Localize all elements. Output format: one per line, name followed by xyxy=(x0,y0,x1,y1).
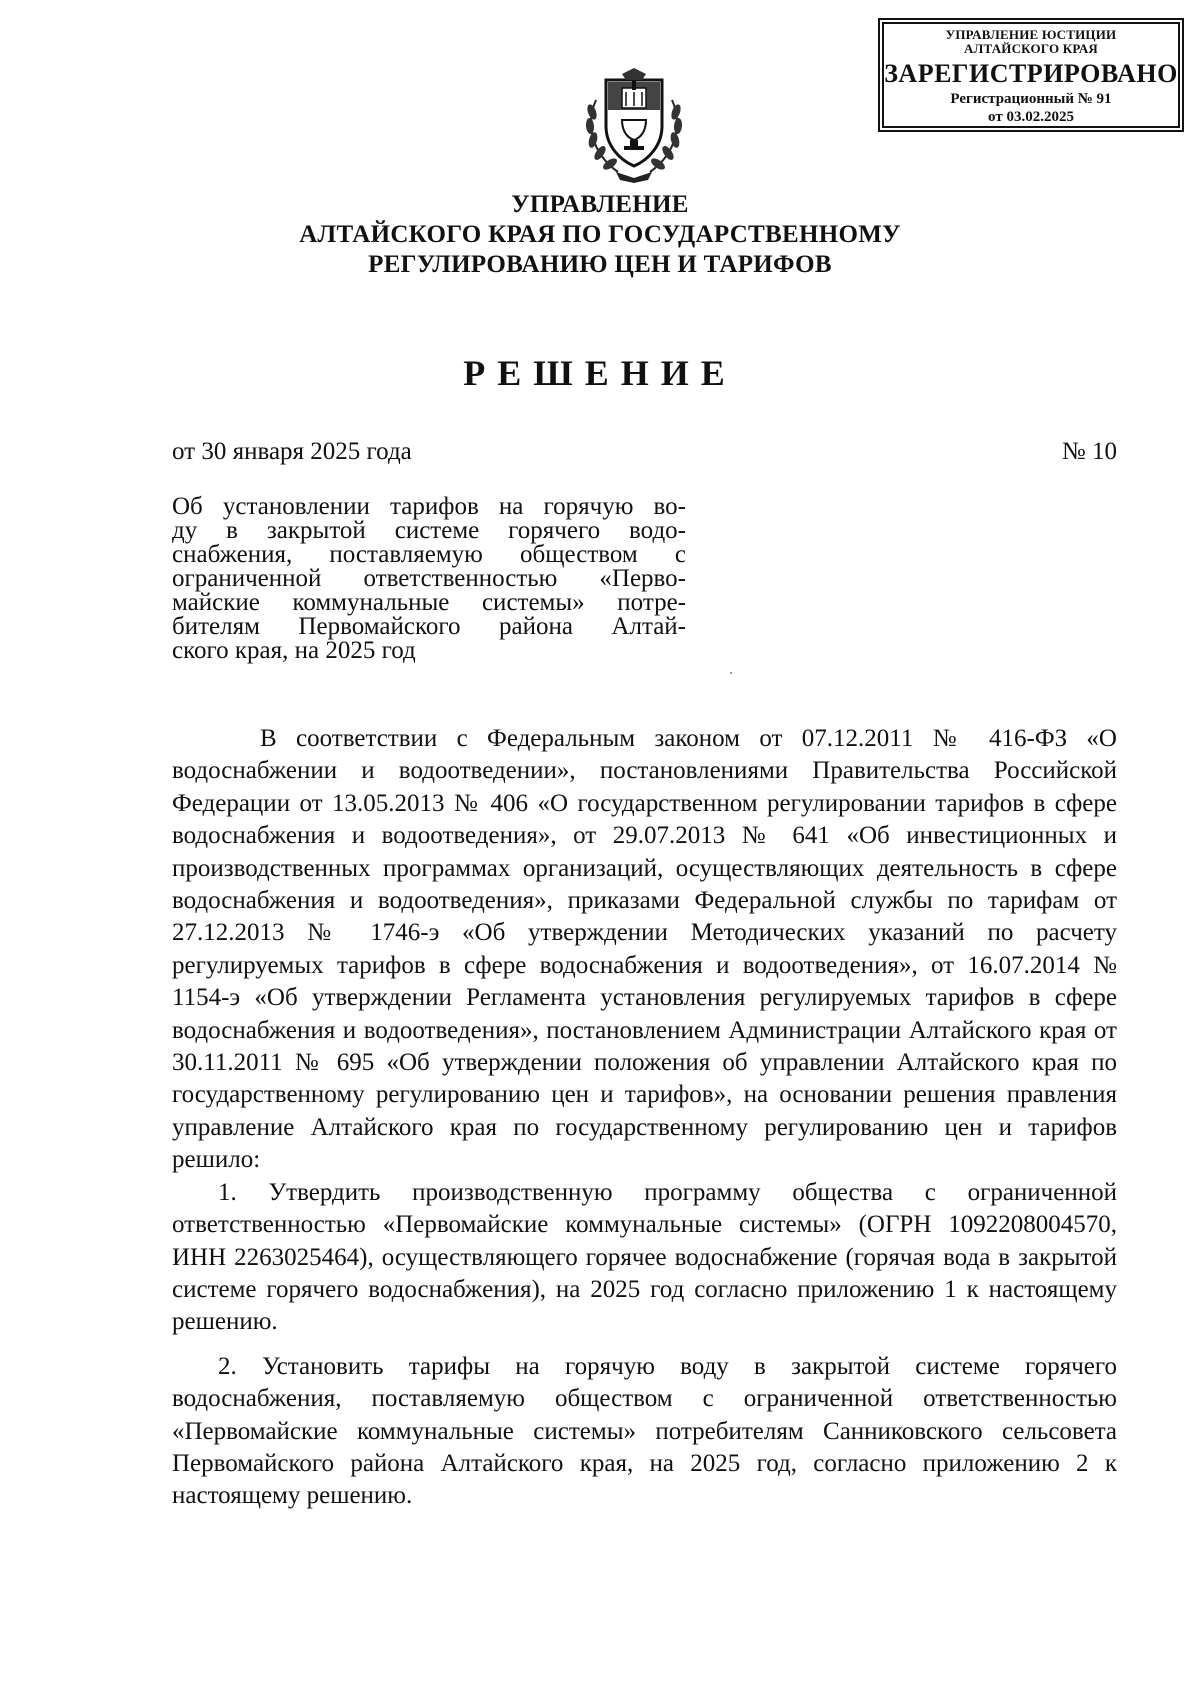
issuer-header-line1: УПРАВЛЕНИЕ xyxy=(511,191,689,218)
issuer-header xyxy=(0,190,1200,280)
subject-line: Об установлении тарифов на горячую во- xyxy=(172,493,686,520)
issuer-header-line3: РЕГУЛИРОВАНИЮ ЦЕН И ТАРИФОВ xyxy=(368,251,832,278)
scan-speck xyxy=(730,672,732,674)
preamble-paragraph: В соответствии с Федеральным законом от 07.12.2011 № 416-ФЗ «О водоснабжении и водоотведении», постановлениями Правительства Российской Федерации от 13.05.2013 № 406 «О государственном регулировании тарифов в сфере водоснабжения и водоотведения», от 29.07.2013 № 641 «Об инвестиционных и производственных программах организаций, осуществляющих деятельность в сфере водоснабжения и водоотведения», приказами Федеральной службы по тарифам от 27.12.2013 № 1746-э «Об утверждении Методических указаний по расчету регулируемых тарифов в сфере водоснабжения и водоотведения», от 16.07.2014 № 1154-э «Об утверждении Регламента установления регулируемых тарифов в сфере водоснабжения и водоотведения», постановлением Администрации Алтайского края от 30.11.2011 № 695 «Об утверждении положения об управлении Алтайского края по государственному регулированию цен и тарифов», на основании решения правления управление Алтайского края по государственному регулированию цен и тарифов решило: xyxy=(172,725,1117,1174)
decision-item-1: 1. Утвердить производственную программу общества с ограниченной ответственностью «Первомайские коммунальные системы» (ОГРН 1092208004570, ИНН 2263025464), осуществляющего горячее водоснабжение (горячая вода в закрытой системе горячего водоснабжения), на 2025 год согласно приложению 1 к настоящему решению. xyxy=(172,1178,1117,1336)
registration-stamp xyxy=(878,18,1184,132)
subject-line: снабжения, поставляемую обществом с xyxy=(172,541,686,568)
altai-coat-of-arms-icon xyxy=(582,60,686,184)
document-subject xyxy=(172,495,686,663)
stamp-reg-number: Регистрационный № 91 xyxy=(950,91,1112,107)
document-date: от 30 января 2025 года xyxy=(172,438,412,465)
subject-line: ского края, на 2025 год xyxy=(172,637,416,664)
subject-line: бителям Первомайского района Алтай- xyxy=(172,613,686,640)
subject-line: ду в закрытой системе горячего водо- xyxy=(172,517,686,544)
issuer-header-line2: АЛТАЙСКОГО КРАЯ ПО ГОСУДАРСТВЕННОМУ xyxy=(299,221,901,248)
registration-stamp-inner xyxy=(882,22,1180,128)
subject-line: майские коммунальные системы» потре- xyxy=(172,589,686,616)
stamp-reg-date: от 03.02.2025 xyxy=(988,109,1074,125)
document-number: № 10 xyxy=(1061,438,1117,465)
document-body xyxy=(172,723,1117,1513)
decision-item-2: 2. Установить тарифы на горячую воду в закрытой системе горячего водоснабжения, поставляемую обществом с ограниченной ответственностью «Первомайские коммунальные системы» потребителям Санниковского сельсовета Первомайского района Алтайского края, на 2025 год, согласно приложению 2 к настоящему решению. xyxy=(172,1352,1117,1510)
subject-line: ограниченной ответственностью «Перво- xyxy=(172,565,686,592)
stamp-status: ЗАРЕГИСТРИРОВАНО xyxy=(884,59,1178,88)
stamp-org-line1: УПРАВЛЕНИЕ ЮСТИЦИИ xyxy=(945,27,1117,42)
stamp-org-line2: АЛТАЙСКОГО КРАЯ xyxy=(964,41,1098,56)
document-type-title: РЕШЕНИЕ xyxy=(463,353,737,393)
